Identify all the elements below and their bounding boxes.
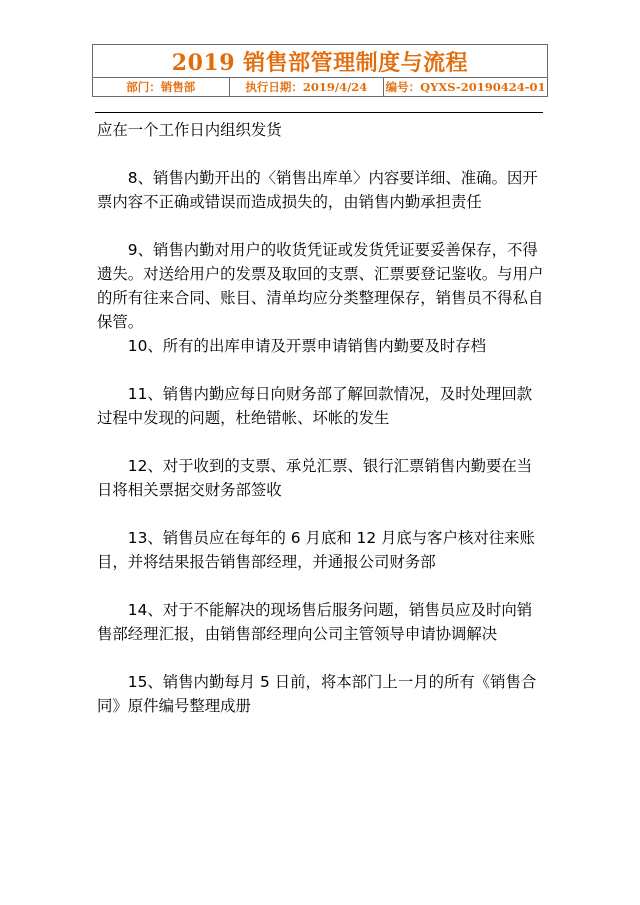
clause-13: 13、销售员应在每年的 6 月底和 12 月底与客户核对往来账目，并将结果报告销售部经理，并通报公司财务部 — [97, 529, 535, 571]
document-header — [92, 44, 548, 97]
department-label: 部门：销售部 — [93, 78, 230, 97]
clause-15: 15、销售内勤每月 5 日前，将本部门上一月的所有《销售合同》原件编号整理成册 — [97, 673, 537, 715]
clause-11: 11、销售内勤应每日向财务部了解回款情况，及时处理回款过程中发现的问题，杜绝错帐、坏帐的发生 — [97, 385, 533, 427]
clause-8: 8、销售内勤开出的〈销售出库单〉内容要详细、准确。因开票内容不正确或错误而造成损失的，由销售内勤承担责任 — [97, 169, 538, 211]
clause-12: 12、对于收到的支票、承兑汇票、银行汇票销售内勤要在当日将相关票据交财务部签收 — [97, 457, 533, 499]
document-body — [97, 118, 545, 742]
header-divider — [95, 112, 543, 113]
execution-date-label: 执行日期：2019/4/24 — [229, 78, 384, 97]
document-title: 2019 销售部管理制度与流程 — [93, 45, 548, 78]
clause-9: 9、销售内勤对用户的收货凭证或发货凭证要妥善保存，不得遗失。对送给用户的发票及取回的支票、汇票要登记鉴收。与用户的所有往来合同、账目、清单均应分类整理保存，销售员不得私自保管。 — [97, 241, 544, 331]
continued-text: 应在一个工作日内组织发货 — [97, 121, 282, 139]
clause-10: 10、所有的出库申请及开票申请销售内勤要及时存档 — [127, 337, 486, 355]
document-number-label: 编号：QYXS-20190424-01 — [384, 78, 548, 97]
clause-14: 14、对于不能解决的现场售后服务问题，销售员应及时向销售部经理汇报，由销售部经理向公司主管领导申请协调解决 — [97, 601, 533, 643]
